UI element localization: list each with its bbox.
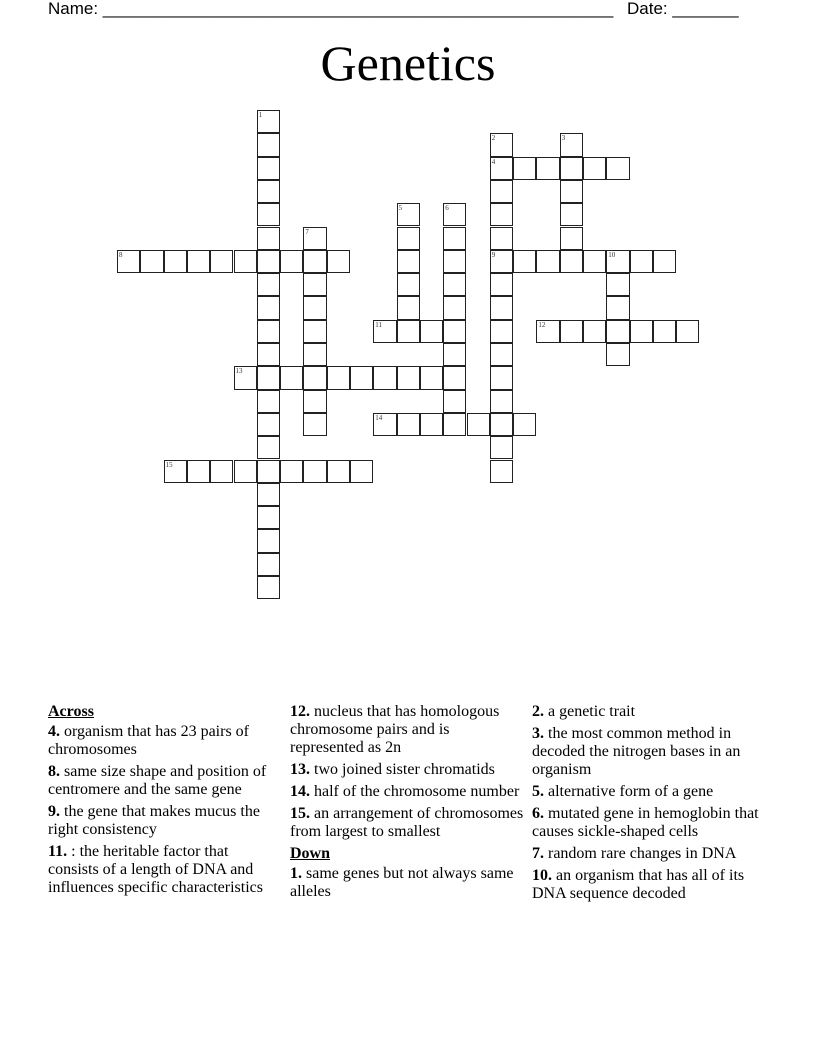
grid-cell[interactable] [467, 413, 490, 436]
grid-cell[interactable] [327, 250, 350, 273]
grid-cell[interactable] [490, 343, 513, 366]
across-heading: Across [48, 703, 94, 720]
clue-across-11: 11. : the heritable factor that consists of a length of DNA and influences specific characteristics [48, 843, 263, 896]
grid-cell[interactable] [606, 273, 629, 296]
grid-cell[interactable] [606, 250, 629, 273]
clue-number: 5 [398, 204, 403, 213]
grid-cell[interactable] [583, 157, 606, 180]
clue-across-13: 13. two joined sister chromatids [290, 761, 495, 778]
grid-cell[interactable] [443, 227, 466, 250]
clue-down-1: 1. same genes but not always same alleles [290, 865, 514, 900]
grid-cell[interactable] [420, 320, 443, 343]
grid-cell[interactable] [373, 366, 396, 389]
grid-cell[interactable] [606, 343, 629, 366]
grid-cell[interactable] [257, 133, 280, 156]
down-heading: Down [290, 845, 331, 862]
grid-cell[interactable] [303, 343, 326, 366]
grid-cell[interactable] [536, 157, 559, 180]
page-title: Genetics [320, 35, 496, 91]
grid-cell[interactable] [606, 320, 629, 343]
grid-cell[interactable] [443, 250, 466, 273]
grid-cell[interactable] [257, 553, 280, 576]
clue-number: 8 [119, 250, 123, 259]
clue-number: 9 [491, 250, 496, 259]
grid-cell[interactable] [560, 227, 583, 250]
grid-cell[interactable] [234, 366, 257, 389]
grid-cell[interactable] [443, 413, 466, 436]
clues-column-3 [532, 703, 764, 907]
grid-cell[interactable] [280, 250, 303, 273]
grid-cell[interactable] [257, 506, 280, 529]
grid-cell[interactable] [490, 180, 513, 203]
grid-cell[interactable] [490, 250, 513, 273]
grid-cell[interactable] [513, 157, 536, 180]
grid-cell[interactable] [490, 203, 513, 226]
grid-cell[interactable] [443, 296, 466, 319]
grid-cell[interactable] [257, 529, 280, 552]
grid-cell[interactable] [443, 366, 466, 389]
grid-cell[interactable] [257, 483, 280, 506]
grid-cell[interactable] [397, 227, 420, 250]
grid-cell[interactable] [490, 227, 513, 250]
clue-number: 11 [375, 320, 383, 329]
grid-cell[interactable] [257, 436, 280, 459]
clue-number: 7 [305, 227, 309, 236]
clue-across-4: 4. organism that has 23 pairs of chromosomes [48, 723, 250, 758]
clue-down-3: 3. the most common method in decoded the nitrogen bases in an organism [532, 725, 741, 778]
grid-cell[interactable] [490, 460, 513, 483]
grid-cell[interactable] [560, 133, 583, 156]
grid-cell[interactable] [257, 320, 280, 343]
grid-cell[interactable] [676, 320, 699, 343]
grid-cell[interactable] [303, 413, 326, 436]
grid-cell[interactable] [630, 320, 653, 343]
grid-cell[interactable] [397, 250, 420, 273]
grid-cell[interactable] [303, 320, 326, 343]
grid-cell[interactable] [303, 366, 326, 389]
grid-cell[interactable] [257, 413, 280, 436]
grid-cell[interactable] [606, 157, 629, 180]
grid-cell[interactable] [443, 320, 466, 343]
clue-down-5: 5. alternative form of a gene [532, 783, 714, 800]
grid-cell[interactable] [257, 343, 280, 366]
grid-cell[interactable] [420, 413, 443, 436]
grid-cell[interactable] [443, 343, 466, 366]
grid-cell[interactable] [536, 250, 559, 273]
grid-cell[interactable] [257, 390, 280, 413]
clues-column-2 [290, 703, 526, 905]
grid-cell[interactable] [560, 203, 583, 226]
grid-cell[interactable] [513, 250, 536, 273]
grid-cell[interactable] [397, 203, 420, 226]
grid-cell[interactable] [583, 250, 606, 273]
grid-cell[interactable] [490, 273, 513, 296]
clue-down-10: 10. an organism that has all of its DNA sequence decoded [532, 867, 745, 902]
grid-cell[interactable] [397, 320, 420, 343]
clue-number: 6 [445, 204, 449, 213]
grid-cell[interactable] [257, 180, 280, 203]
grid-cell[interactable] [350, 460, 373, 483]
clue-number: 13 [235, 367, 243, 376]
grid-cell[interactable] [327, 366, 350, 389]
clue-across-12: 12. nucleus that has homologous chromosome pairs and is represented as 2n [290, 703, 500, 756]
grid-cell[interactable] [560, 157, 583, 180]
grid-cell[interactable] [257, 366, 280, 389]
grid-cell[interactable] [117, 250, 140, 273]
grid-cell[interactable] [583, 320, 606, 343]
grid-cell[interactable] [303, 273, 326, 296]
grid-cell[interactable] [257, 157, 280, 180]
clue-across-15: 15. an arrangement of chromosomes from largest to smallest [290, 805, 524, 840]
grid-cell[interactable] [490, 296, 513, 319]
grid-cell[interactable] [373, 413, 396, 436]
clue-number: 3 [561, 134, 566, 143]
grid-cell[interactable] [257, 227, 280, 250]
grid-cell[interactable] [257, 576, 280, 599]
grid-cell[interactable] [653, 250, 676, 273]
grid-cell[interactable] [257, 296, 280, 319]
grid-cell[interactable] [490, 320, 513, 343]
clue-across-8: 8. same size shape and position of centromere and the same gene [48, 763, 267, 798]
date-field-label: Date: _______ [627, 0, 739, 18]
grid-cell[interactable] [234, 460, 257, 483]
clue-across-14: 14. half of the chromosome number [290, 783, 520, 800]
grid-cell[interactable] [560, 250, 583, 273]
grid-cell[interactable] [490, 366, 513, 389]
clues-column-1 [48, 703, 280, 901]
grid-cell[interactable] [443, 273, 466, 296]
clue-number: 14 [375, 413, 383, 422]
grid-cell[interactable] [303, 296, 326, 319]
grid-cell[interactable] [210, 460, 233, 483]
clue-number: 12 [538, 320, 546, 329]
grid-cell[interactable] [536, 320, 559, 343]
grid-cell[interactable] [560, 320, 583, 343]
clue-down-2: 2. a genetic trait [532, 703, 636, 720]
grid-cell[interactable] [210, 250, 233, 273]
clue-number: 1 [258, 111, 263, 119]
grid-cell[interactable] [140, 250, 163, 273]
grid-cell[interactable] [397, 273, 420, 296]
grid-cell[interactable] [303, 250, 326, 273]
grid-cell[interactable] [443, 203, 466, 226]
grid-cell[interactable] [257, 250, 280, 273]
grid-cell[interactable] [257, 110, 280, 133]
grid-cell[interactable] [280, 366, 303, 389]
grid-cell[interactable] [303, 390, 326, 413]
grid-cell[interactable] [164, 250, 187, 273]
grid-cell[interactable] [187, 250, 210, 273]
grid-cell[interactable] [373, 320, 396, 343]
grid-cell[interactable] [606, 296, 629, 319]
grid-cell[interactable] [257, 203, 280, 226]
clue-down-7: 7. random rare changes in DNA [532, 845, 737, 862]
grid-cell[interactable] [350, 366, 373, 389]
grid-cell[interactable] [420, 366, 443, 389]
clue-number: 10 [608, 250, 616, 259]
grid-cell[interactable] [490, 133, 513, 156]
grid-cell[interactable] [490, 436, 513, 459]
name-field-label: Name: ______________________________________________________ [48, 0, 614, 18]
grid-cell[interactable] [327, 460, 350, 483]
grid-cell[interactable] [303, 227, 326, 250]
grid-cell[interactable] [234, 250, 257, 273]
clue-across-9: 9. the gene that makes mucus the right consistency [48, 803, 260, 838]
grid-cell[interactable] [257, 273, 280, 296]
grid-cell[interactable] [443, 390, 466, 413]
grid-cell[interactable] [490, 390, 513, 413]
grid-cell[interactable] [560, 180, 583, 203]
grid-cell[interactable] [187, 460, 210, 483]
grid-cell[interactable] [164, 460, 187, 483]
grid-cell[interactable] [630, 250, 653, 273]
clue-down-6: 6. mutated gene in hemoglobin that causes sickle-shaped cells [532, 805, 759, 840]
clue-number: 2 [491, 134, 496, 143]
grid-cell[interactable] [303, 460, 326, 483]
grid-cell[interactable] [490, 413, 513, 436]
grid-cell[interactable] [513, 413, 536, 436]
grid-cell[interactable] [653, 320, 676, 343]
grid-cell[interactable] [397, 366, 420, 389]
clue-number: 4 [491, 157, 496, 166]
grid-cell[interactable] [397, 296, 420, 319]
grid-cell[interactable] [490, 157, 513, 180]
grid-cell[interactable] [280, 460, 303, 483]
clue-number: 15 [165, 460, 173, 469]
grid-cell[interactable] [397, 413, 420, 436]
grid-cell[interactable] [257, 460, 280, 483]
